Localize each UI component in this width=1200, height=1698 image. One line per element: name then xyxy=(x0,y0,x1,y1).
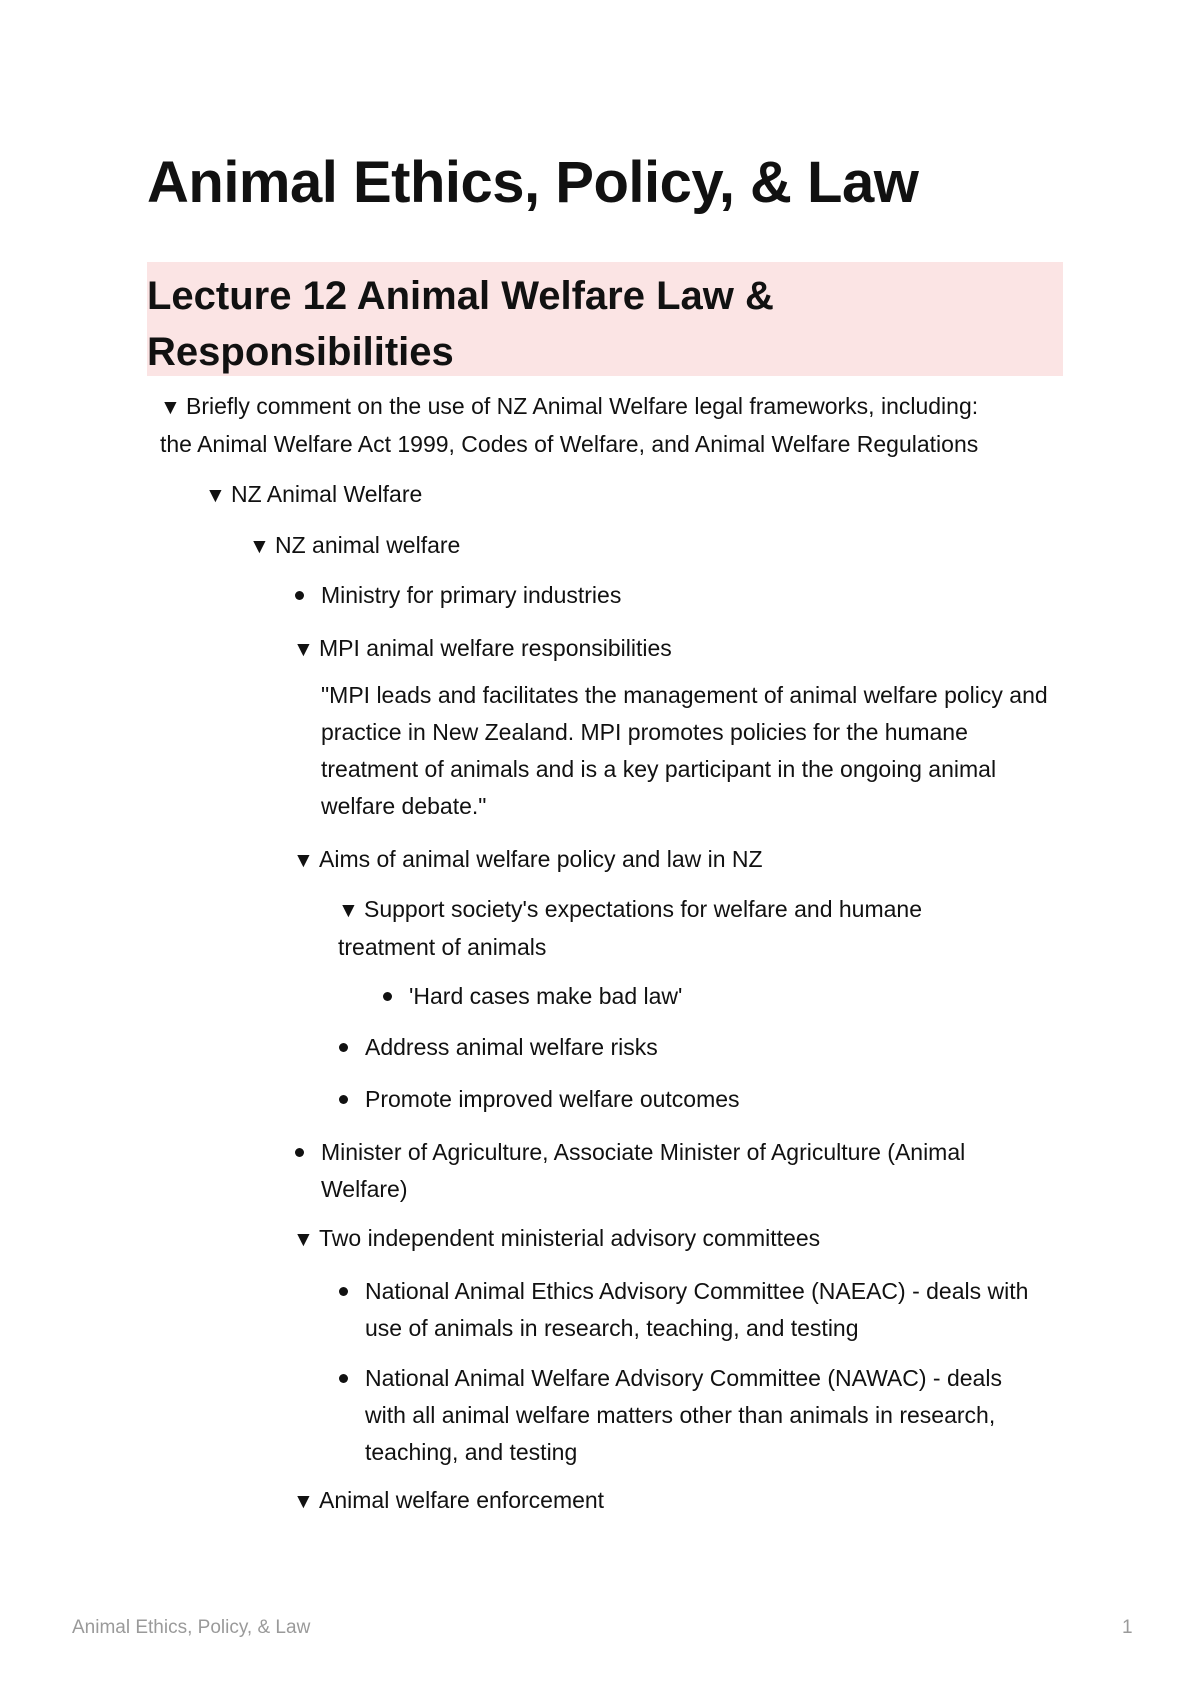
toggle-label: Aims of animal welfare policy and law in NZ xyxy=(319,846,763,872)
page-title: Animal Ethics, Policy, & Law xyxy=(147,150,919,215)
bullet-dot-icon xyxy=(339,1374,348,1383)
triangle-down-icon[interactable]: ▼ xyxy=(338,899,359,922)
list-item-text: 'Hard cases make bad law' xyxy=(409,983,683,1009)
toggle-block-question[interactable] xyxy=(160,388,1060,463)
bullet-dot-icon xyxy=(339,1095,348,1104)
toggle-block-nz-animal-welfare-sub[interactable] xyxy=(249,527,460,565)
list-item-address-risks xyxy=(339,1029,658,1066)
quote-line: practice in New Zealand. MPI promotes policies for the humane xyxy=(321,719,968,745)
quote-line: welfare debate." xyxy=(321,793,487,819)
toggle-label: NZ animal welfare xyxy=(275,532,461,558)
toggle-label: NZ Animal Welfare xyxy=(231,481,423,507)
triangle-down-icon[interactable]: ▼ xyxy=(249,535,270,558)
toggle-label-line-2: treatment of animals xyxy=(338,934,547,960)
page-number: 1 xyxy=(1122,1617,1133,1638)
list-item-text-line-2: with all animal welfare matters other than animals in research, xyxy=(365,1402,996,1428)
toggle-label: Support society's expectations for welfare and humane xyxy=(364,896,922,922)
bullet-dot-icon xyxy=(383,992,392,1001)
list-item-text: National Animal Welfare Advisory Committee (NAWAC) - deals xyxy=(365,1365,1002,1391)
list-item-nawac xyxy=(339,1360,1085,1471)
list-item-text-line-2: use of animals in research, teaching, and testing xyxy=(365,1315,859,1341)
triangle-down-icon[interactable]: ▼ xyxy=(293,1228,314,1251)
list-item-hard-cases xyxy=(383,978,682,1015)
list-item-naeac xyxy=(339,1273,1085,1347)
triangle-down-icon[interactable]: ▼ xyxy=(160,396,181,419)
list-item-text: Ministry for primary industries xyxy=(321,582,622,608)
list-item-ministry xyxy=(295,577,621,614)
quote-line: treatment of animals and is a key participant in the ongoing animal xyxy=(321,756,997,782)
list-item-text: Minister of Agriculture, Associate Minister of Agriculture (Animal xyxy=(321,1139,966,1165)
quote-line: "MPI leads and facilitates the management of animal welfare policy and xyxy=(321,682,1048,708)
triangle-down-icon[interactable]: ▼ xyxy=(293,1490,314,1513)
triangle-down-icon[interactable]: ▼ xyxy=(205,484,226,507)
bullet-dot-icon xyxy=(339,1043,348,1052)
list-item-text: National Animal Ethics Advisory Committee (NAEAC) - deals with xyxy=(365,1278,1029,1304)
toggle-block-aims[interactable] xyxy=(293,841,763,879)
toggle-block-support-expectations[interactable] xyxy=(338,891,1058,966)
toggle-label: MPI animal welfare responsibilities xyxy=(319,635,672,661)
toggle-block-mpi-responsibilities[interactable] xyxy=(293,630,672,668)
bullet-dot-icon xyxy=(295,1148,304,1157)
toggle-block-enforcement[interactable] xyxy=(293,1482,604,1520)
list-item-text: Promote improved welfare outcomes xyxy=(365,1086,740,1112)
toggle-label: Two independent ministerial advisory committees xyxy=(319,1225,821,1251)
list-item-minister xyxy=(295,1134,1061,1208)
list-item-text-line-2: Welfare) xyxy=(321,1176,408,1202)
footer-title: Animal Ethics, Policy, & Law xyxy=(72,1617,311,1638)
toggle-block-nz-animal-welfare[interactable] xyxy=(205,476,422,514)
triangle-down-icon[interactable]: ▼ xyxy=(293,638,314,661)
list-item-text: Address animal welfare risks xyxy=(365,1034,658,1060)
list-item-promote-outcomes xyxy=(339,1081,740,1118)
triangle-down-icon[interactable]: ▼ xyxy=(293,849,314,872)
toggle-label: Animal welfare enforcement xyxy=(319,1487,605,1513)
mpi-quote xyxy=(321,677,1061,825)
list-item-text-line-3: teaching, and testing xyxy=(365,1439,578,1465)
toggle-block-committees[interactable] xyxy=(293,1220,820,1258)
bullet-dot-icon xyxy=(339,1287,348,1296)
lecture-heading: Lecture 12 Animal Welfare Law & Responsibilities xyxy=(147,262,1063,376)
question-line-2: the Animal Welfare Act 1999, Codes of Welfare, and Animal Welfare Regulations xyxy=(160,431,979,457)
question-line-1: Briefly comment on the use of NZ Animal Welfare legal frameworks, including: xyxy=(186,393,979,419)
bullet-dot-icon xyxy=(295,591,304,600)
